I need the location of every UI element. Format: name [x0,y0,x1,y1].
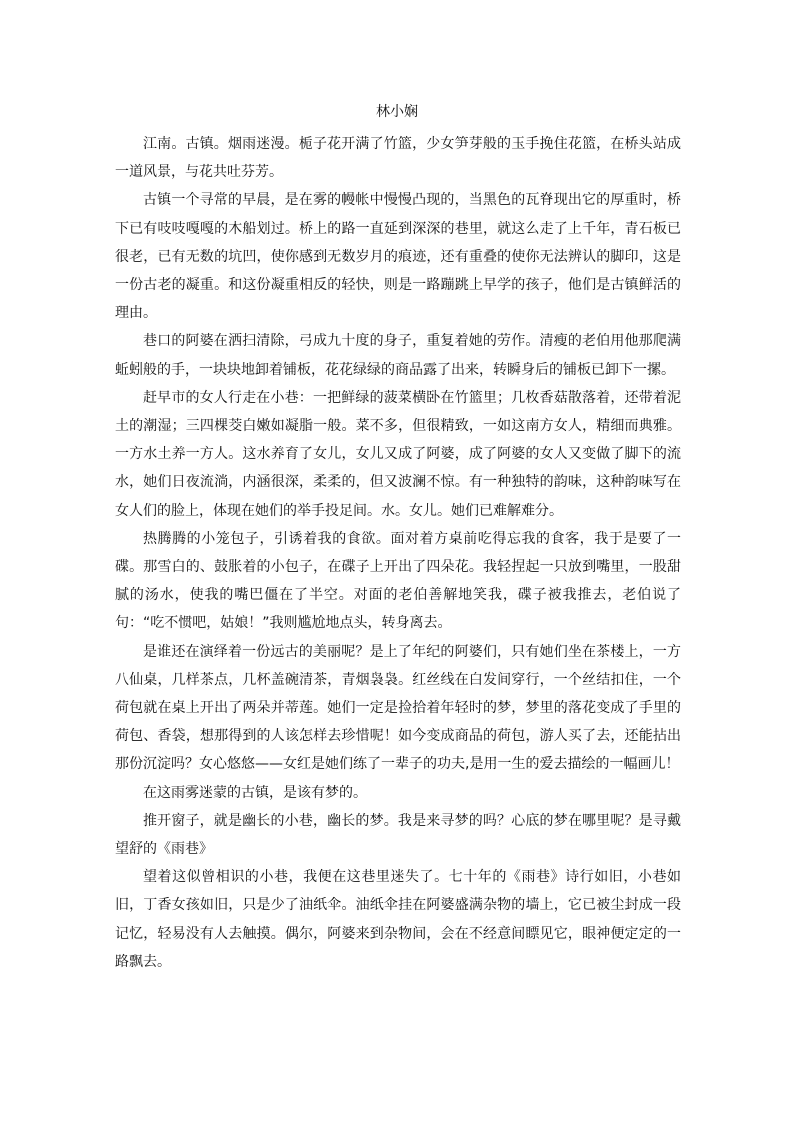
paragraph-9: 望着这似曾相识的小巷，我便在这巷里迷失了。七十年的《雨巷》诗行如旧，小巷如旧，丁香女孩如旧，只是少了油纸伞。油纸伞挂在阿婆盛满杂物的墙上，它已被尘封成一段记忆，轻易没有人去触摸。偶尔，阿婆来到杂物间，会在不经意间瞟见它，眼神便定定的一路飘去。 [115,869,681,970]
essay-body [115,130,681,976]
paragraph-3: 巷口的阿婆在洒扫清除，弓成九十度的身子，重复着她的劳作。清瘦的老伯用他那爬满蚯蚓般的手，一块块地卸着铺板，花花绿绿的商品露了出来，转瞬身后的铺板已卸下一摞。 [115,333,681,378]
paragraph-1: 江南。古镇。烟雨迷漫。栀子花开满了竹篮，少女笋芽般的玉手挽住花篮，在桥头站成一道风景，与花共吐芬芳。 [115,136,681,181]
paragraph-7: 在这雨雾迷蒙的古镇，是该有梦的。 [143,784,367,801]
paragraph-2: 古镇一个寻常的早晨，是在雾的幔帐中慢慢凸现的，当黑色的瓦脊现出它的厚重时，桥下已有吱吱嘎嘎的木船划过。桥上的路一直延到深深的巷里，就这么走了上千年，青石板已很老，已有无数的坑凹，使你感到无数岁月的痕迹，还有重叠的使你无法辨认的脚印，这是一份古老的凝重。和这份凝重相反的轻快，则是一路蹦跳上早学的孩子，他们是古镇鲜活的理由。 [115,192,681,322]
paragraph-8: 推开窗子，就是幽长的小巷，幽长的梦。我是来寻梦的吗？心底的梦在哪里呢？是寻戴望舒的《雨巷》 [115,812,681,858]
paragraph-5: 热腾腾的小笼包子，引诱着我的食欲。面对着方桌前吃得忘我的食客，我于是要了一碟。那雪白的、鼓胀着的小包子，在碟子上开出了四朵花。我轻捏起一只放到嘴里，一股甜腻的汤水，使我的嘴巴僵在了半空。对面的老伯善解地笑我，碟子被我推去，老伯说了句：“吃不惯吧，姑娘！”我则尴尬地点头，转身离去。 [115,530,681,632]
paragraph-6: 是谁还在演绎着一份远古的美丽呢？是上了年纪的阿婆们，只有她们坐在茶楼上，一方八仙桌，几样茶点，几杯盖碗清茶，青烟袅袅。红丝线在白发间穿行，一个丝结扣住，一个荷包就在桌上开出了两朵并蒂莲。她们一定是捡拾着年轻时的梦，梦里的落花变成了手里的荷包、香袋，想那得到的人该怎样去珍惜呢！如今变成商品的荷包，游人买了去，还能拈出那份沉淀吗？女心悠悠——女红是她们练了一辈子的功夫,是用一生的爱去描绘的一幅画儿！ [115,643,681,773]
author-name: 林小娴 [376,104,418,120]
paragraph-4: 赶早市的女人行走在小巷：一把鲜绿的菠菜横卧在竹篮里；几枚香菇散落着，还带着泥土的潮湿；三四棵茭白嫩如凝脂一般。菜不多，但很精致，一如这南方女人，精细而典雅。一方水土养一方人。这水养育了女儿，女儿又成了阿婆，成了阿婆的女人又变做了脚下的流水，她们日夜流淌，内涵很深，柔柔的，但又波澜不惊。有一种独特的韵味，这种韵味写在女人们的脸上，体现在她们的举手投足间。水。女儿。她们已难解难分。 [115,389,681,519]
